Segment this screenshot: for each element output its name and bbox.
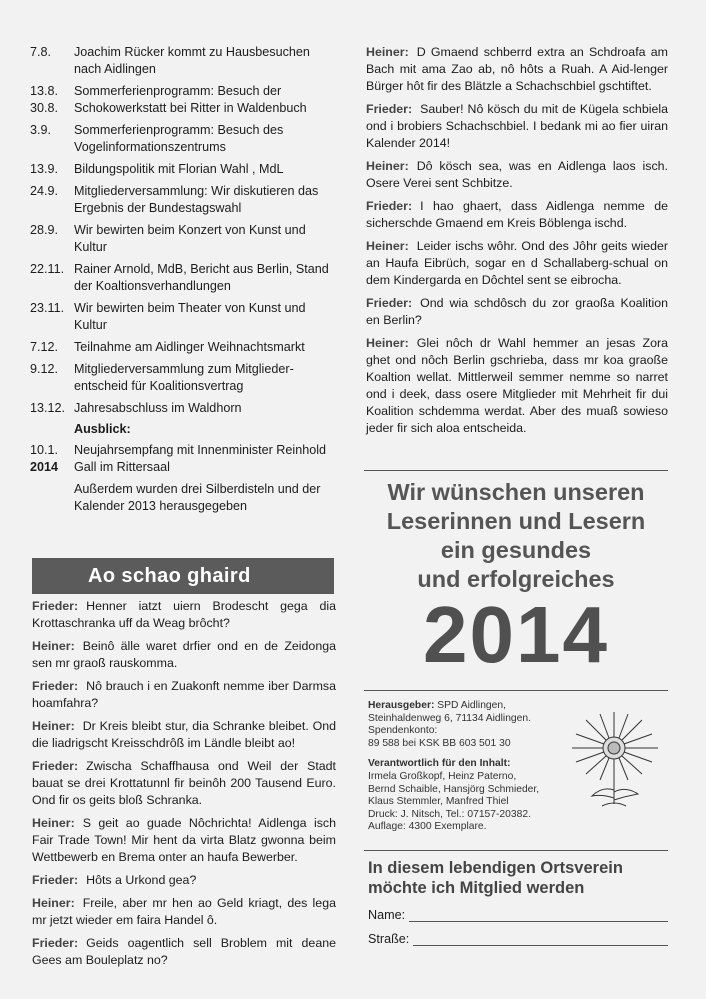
dialog-line	[366, 158, 668, 192]
speaker-label: Heiner:	[32, 719, 75, 733]
imprint	[368, 700, 568, 834]
responsible-label: Verantwortlich für den Inhalt:	[368, 758, 511, 770]
event-item	[30, 361, 338, 395]
speaker-label: Heiner:	[366, 45, 409, 59]
ausblick-note-text: Außerdem wurden drei Silberdisteln und der Kalender 2013 herausgegeben	[74, 482, 321, 513]
event-date: 3.9.	[30, 123, 52, 137]
event-text: Sommerferienprogramm: Besuch der Schokowerkstatt bei Ritter in Waldenbuch	[74, 84, 307, 115]
name-line[interactable]	[409, 908, 668, 922]
street-line[interactable]	[413, 932, 668, 946]
dialog-text: S geit ao guade Nôchrichta! Aidlenga isch Fair Trade Town! Mir hent da virta Blatz gwonna beim Wettbewerb en Brema onter an haufa Bewerber.	[32, 816, 336, 864]
event-item	[30, 83, 338, 117]
dialog-text: Glei nôch dr Wahl hemmer an jesas Zora ghet ond nôch Berlin gschrieba, dass mr koa graoße Koaltion wellat. Mittlerweil semmer nemme so narret ond i deek, dass osere Mitglieder mit Mehrheit fir dui Koalition schdemma werdat. Aber des muaß sowieso jeder fir sich aloa entscheida.	[366, 336, 668, 435]
event-item	[30, 339, 338, 356]
event-item	[30, 261, 338, 295]
speaker-label: Frieder:	[32, 599, 79, 613]
dialog-line	[366, 295, 668, 329]
responsible-names: Klaus Stemmler, Manfred Thiel	[368, 796, 509, 808]
section-banner: Ao schao ghaird	[32, 558, 334, 594]
speaker-label: Frieder:	[366, 102, 413, 116]
dialog-text: Ond wia schdôsch du zor graoßa Koalition en Berlin?	[366, 296, 668, 327]
event-date: 23.11.	[30, 301, 65, 315]
event-date: 13.9.	[30, 162, 59, 176]
dialog-line	[32, 598, 336, 632]
speaker-label: Frieder:	[32, 873, 79, 887]
event-item	[30, 400, 338, 417]
event-date: 28.9.	[30, 223, 59, 237]
name-field[interactable]	[368, 908, 668, 922]
event-text: Bildungspolitik mit Florian Wahl , MdL	[74, 162, 284, 176]
event-date: 24.9.	[30, 184, 59, 198]
greeting-line: und erfolgreiches	[417, 566, 615, 592]
event-date: 13.12.	[30, 401, 66, 415]
dialog-text: Leider ischs wôhr. Ond des Jôhr geits wieder an Haufa Eibrüch, sogar en d Schallaberg-schual on dem Kindergarda en Dôchtel sent se eibrocha.	[366, 239, 668, 287]
dialog-line	[32, 895, 336, 929]
dialog-line	[366, 335, 668, 437]
speaker-label: Heiner:	[32, 816, 75, 830]
event-date: 7.8.	[30, 45, 52, 59]
speaker-label: Frieder:	[32, 679, 79, 693]
ausblick-heading: Ausblick:	[74, 422, 131, 436]
greeting-line: Leserinnen und Lesern	[386, 508, 646, 534]
print-info: Druck: J. Nitsch, Tel.: 07157-20382.	[368, 808, 531, 820]
ausblick-text: Neujahrsempfang mit Innenminister Reinhold Gall im Rittersaal	[74, 443, 327, 474]
publisher-address: Steinhaldenweg 6, 71134 Aidlingen.	[368, 712, 531, 724]
street-field[interactable]	[368, 932, 668, 946]
name-label: Name:	[368, 908, 406, 922]
ausblick-date	[30, 442, 74, 476]
event-list	[30, 44, 338, 520]
dialog-text: Dô kösch sea, was en Aidlenga laos isch. Osere Verei sent Schbitze.	[366, 159, 668, 190]
membership-heading: möchte ich Mitglied werden	[368, 879, 585, 897]
divider	[364, 690, 668, 691]
event-item	[30, 161, 338, 178]
event-item	[30, 44, 338, 78]
greeting-year: 2014	[423, 590, 609, 679]
dialog-line	[32, 872, 336, 889]
event-item	[30, 222, 338, 256]
event-date: 13.8. 30.8.	[30, 84, 59, 115]
dialog-text: Beinô älle waret drfier ond en de Zeidonga sen mr graoß rauskomma.	[32, 639, 336, 670]
dialog-line	[32, 678, 336, 712]
event-text: Sommerferienprogramm: Besuch des Vogelinformationszentrums	[74, 123, 284, 154]
event-text: Jahresabschluss im Waldhorn	[74, 401, 242, 415]
event-text: Joachim Rücker kommt zu Hausbesuchen nach Aidlingen	[74, 45, 310, 76]
greeting-line: ein gesundes	[440, 537, 592, 563]
event-item	[30, 183, 338, 217]
event-text: Rainer Arnold, MdB, Bericht aus Berlin, Stand der Koaltionsverhandlungen	[74, 262, 329, 293]
event-item	[30, 300, 338, 334]
dialog-right	[366, 44, 668, 443]
speaker-label: Frieder:	[32, 759, 79, 773]
new-year-greeting	[364, 478, 668, 594]
dialog-line	[366, 238, 668, 289]
dialog-line	[366, 44, 668, 95]
membership-heading: In diesem lebendigen Ortsverein	[368, 859, 623, 877]
dialog-line	[366, 101, 668, 152]
dialog-text: Sauber! Nô kösch du mit de Kügela schbiela ond i brobiers Schachschbiel. I bedank mi ao fier uiran Kalender 2014!	[366, 102, 668, 150]
speaker-label: Heiner:	[366, 159, 409, 173]
dialog-line	[32, 815, 336, 866]
street-label: Straße:	[368, 932, 410, 946]
event-text: Mitgliederversammlung zum Mitglieder-entscheid für Koalitionsvertrag	[74, 362, 294, 393]
event-item	[30, 122, 338, 156]
dialog-text: Geids oagentlich sell Broblem mit deane Gees am Bouleplatz no?	[32, 936, 336, 967]
speaker-label: Frieder:	[366, 296, 413, 310]
event-text: Mitgliederversammlung: Wir diskutieren das Ergebnis der Bundestagswahl	[74, 184, 319, 215]
divider	[364, 850, 668, 851]
dialog-text: Freile, aber mr hen ao Geld kriagt, des lega mr jetzt wieder em faira Handel ô.	[32, 896, 336, 927]
speaker-label: Frieder:	[32, 936, 79, 950]
dialog-line	[32, 718, 336, 752]
responsible-names: Bernd Schaible, Hansjörg Schmieder,	[368, 783, 540, 795]
ausblick-item	[30, 442, 338, 476]
greeting-line: Wir wünschen unseren	[387, 479, 645, 505]
publisher-name: SPD Aidlingen,	[437, 700, 506, 711]
speaker-label: Heiner:	[366, 239, 409, 253]
dialog-text: I hao ghaert, dass Aidlenga nemme de sicherschde Gmaend em Kreis Böblenga ischd.	[366, 199, 668, 230]
event-text: Wir bewirten beim Theater von Kunst und Kultur	[74, 301, 306, 332]
silver-thistle-icon	[562, 708, 666, 818]
dialog-text: D Gmaend schberrd extra an Schdroafa am Bach mit ama Zao ab, nô hôts a Ruah. A Aid-lenger Bürger hôt fir des Blätzle a Schachschbiel gschtiftet.	[366, 45, 668, 93]
dialog-text: Nô brauch i en Zuakonft nemme iber Darmsa hoamfahra?	[32, 679, 336, 710]
dialog-left	[32, 598, 336, 975]
dialog-text: Zwischa Schaffhausa ond Weil der Stadt bauat se drei Krottatunnl fir beinôh 200 Tausend Euro. Ond fir os geits bloß Schranka.	[32, 759, 336, 807]
event-date: 7.12.	[30, 340, 59, 354]
speaker-label: Frieder:	[366, 199, 413, 213]
donation-account: 89 588 bei KSK BB 603 501 30	[368, 737, 511, 749]
speaker-label: Heiner:	[366, 336, 409, 350]
speaker-label: Heiner:	[32, 639, 75, 653]
ausblick-date-day: 10.1.	[30, 443, 59, 457]
ausblick-note	[30, 481, 338, 515]
ausblick-date-year: 2014	[30, 460, 59, 474]
event-date: 9.12.	[30, 362, 59, 376]
dialog-text: Dr Kreis bleibt stur, dia Schranke bleibet. Ond die liadrigscht Kreisschdrôß im Ländle bleibt ao!	[32, 719, 336, 750]
speaker-label: Heiner:	[32, 896, 75, 910]
dialog-line	[32, 638, 336, 672]
membership-form	[368, 858, 668, 946]
responsible-names: Irmela Großkopf, Heinz Paterno,	[368, 770, 517, 782]
event-date: 22.11.	[30, 262, 65, 276]
dialog-line	[32, 758, 336, 809]
dialog-line	[366, 198, 668, 232]
event-text: Wir bewirten beim Konzert von Kunst und Kultur	[74, 223, 306, 254]
dialog-text: Hôts a Urkond gea?	[86, 873, 197, 887]
publisher-label: Herausgeber:	[368, 700, 435, 711]
event-text: Teilnahme am Aidlinger Weihnachtsmarkt	[74, 340, 305, 354]
divider	[364, 470, 668, 471]
dialog-line	[32, 935, 336, 969]
donation-label: Spendenkonto:	[368, 725, 438, 737]
dialog-text: Henner iatzt uiern Brodescht gega dia Krottaschranka uff da Weag brôcht?	[32, 599, 336, 630]
edition-info: Auflage: 4300 Exemplare.	[368, 821, 487, 833]
